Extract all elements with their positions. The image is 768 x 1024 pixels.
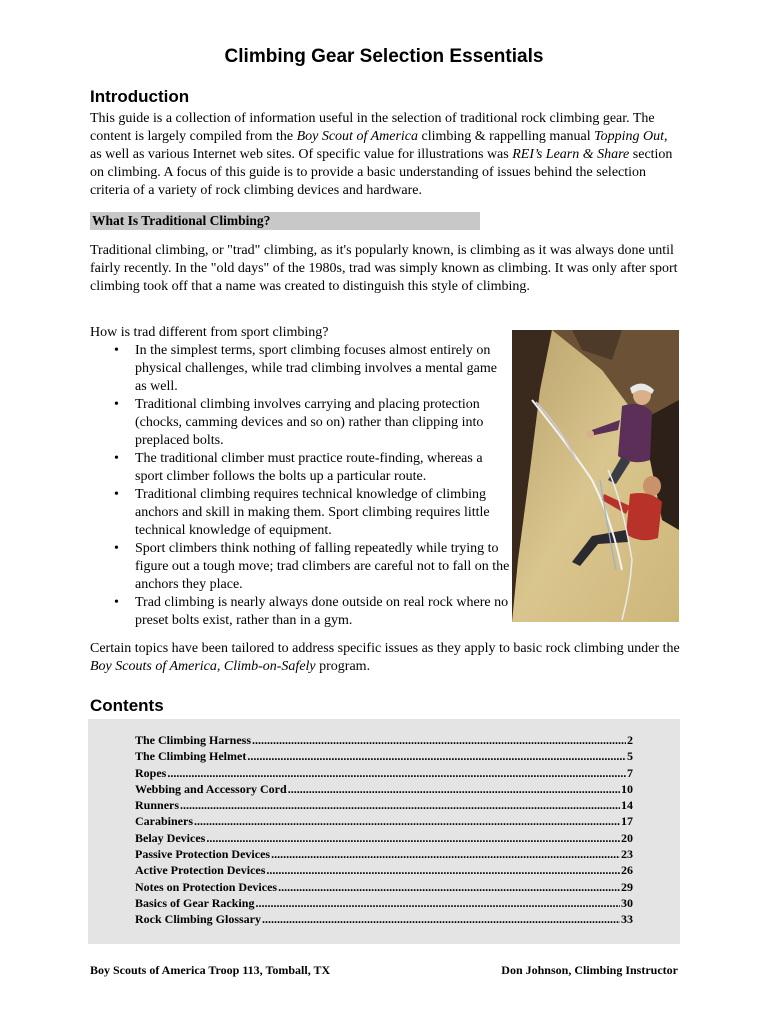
intro-heading: Introduction: [90, 87, 190, 106]
toc-entry-label: Runners: [135, 798, 180, 813]
toc-entry-label: The Climbing Helmet: [135, 749, 247, 764]
toc-entry[interactable]: [135, 846, 633, 862]
table-of-contents: [135, 732, 633, 928]
list-item: • Traditional climbing requires technical knowledge of climbing anchors and skill in making them. Sport climbing requires little technical knowledge of equipment.: [114, 487, 490, 538]
toc-leader-dots: [194, 813, 620, 829]
toc-entry-label: Belay Devices: [135, 830, 206, 845]
toc-leader-dots: [288, 781, 620, 797]
toc-leader-dots: [271, 846, 620, 862]
toc-entry-label: Active Protection Devices: [135, 863, 266, 878]
toc-entry-page: 14: [621, 798, 633, 813]
trad-bullet-list: [90, 342, 510, 630]
list-item: • In the simplest terms, sport climbing focuses almost entirely on physical challenges, while trad climbing involves a mental game as well.: [114, 343, 497, 394]
toc-entry-label: Passive Protection Devices: [135, 847, 271, 862]
toc-leader-dots: [206, 830, 620, 846]
toc-entry-label: Basics of Gear Racking: [135, 895, 255, 910]
toc-leader-dots: [167, 765, 626, 781]
toc-entry-page: 2: [627, 733, 633, 747]
toc-entry[interactable]: [135, 765, 633, 781]
toc-entry-label: Carabiners: [135, 814, 193, 829]
toc-leader-dots: [262, 911, 620, 927]
toc-entry[interactable]: [135, 895, 633, 911]
toc-entry-page: 23: [621, 847, 633, 862]
footer-right: Don Johnson, Climbing Instructor: [501, 963, 678, 977]
footer-left: Boy Scouts of America Troop 113, Tomball, TX: [90, 963, 331, 977]
toc-entry-page: 30: [621, 895, 633, 910]
toc-leader-dots: [247, 748, 626, 764]
intro-paragraph: This guide is a collection of information useful in the selection of traditional rock climbing gear. The content is largely compiled from the Boy Scout of America climbing & rappelling manual Topping Out, as well as various Internet web sites. Of specific value for illustrations was REI’s Learn & Share section on climbing. A focus of this guide is to provide a basic understanding of issues behind the selection criteria of a variety of rock climbing devices and hardware.: [90, 111, 673, 198]
trad-question: How is trad different from sport climbing?: [90, 325, 329, 340]
toc-entry[interactable]: [135, 813, 633, 829]
toc-leader-dots: [180, 797, 620, 813]
toc-entry[interactable]: [135, 879, 633, 895]
toc-entry[interactable]: [135, 732, 633, 748]
list-item: • Trad climbing is nearly always done outside on real rock where no preset bolts exist, rather than in a gym.: [114, 595, 509, 628]
toc-leader-dots: [255, 895, 620, 911]
toc-entry[interactable]: [135, 781, 633, 797]
toc-entry-page: 17: [621, 814, 633, 829]
toc-entry[interactable]: [135, 862, 633, 878]
toc-entry-page: 7: [627, 765, 633, 780]
toc-entry-page: 10: [621, 781, 633, 796]
toc-entry[interactable]: [135, 830, 633, 846]
page-title: Climbing Gear Selection Essentials: [224, 46, 544, 67]
toc-entry-page: 33: [621, 912, 633, 927]
toc-entry-label: The Climbing Harness: [135, 733, 252, 747]
toc-leader-dots: [266, 862, 620, 878]
climbers-photo: [512, 330, 679, 622]
toc-entry-label: Ropes: [135, 765, 167, 780]
toc-entry-page: 29: [621, 879, 633, 894]
toc-leader-dots: [252, 732, 626, 748]
toc-leader-dots: [278, 879, 620, 895]
toc-entry-label: Rock Climbing Glossary: [135, 912, 262, 927]
toc-entry-label: Notes on Protection Devices: [135, 879, 278, 894]
contents-heading: Contents: [90, 696, 164, 715]
toc-entry[interactable]: [135, 748, 633, 764]
toc-entry-label: Webbing and Accessory Cord: [135, 781, 287, 796]
toc-entry-page: 20: [621, 830, 633, 845]
closing-paragraph: Certain topics have been tailored to address specific issues as they apply to basic rock climbing under the Boy Scouts of America, Climb-on-Safely program.: [90, 641, 680, 674]
list-item: • Sport climbers think nothing of falling repeatedly while trying to figure out a tough move; trad climbers are careful not to fall on the anchors they place.: [114, 541, 510, 592]
toc-entry[interactable]: [135, 911, 633, 927]
toc-entry[interactable]: [135, 797, 633, 813]
list-item: • Traditional climbing involves carrying and placing protection (chocks, camming devices and so on) rather than clipping into preplaced bolts.: [114, 397, 484, 448]
list-item: • The traditional climber must practice route-finding, whereas a sport climber follows the bolts up a particular route.: [114, 451, 483, 484]
trad-paragraph: Traditional climbing, or "trad" climbing, as it's popularly known, is climbing as it was always done until fairly recently. In the "old days" of the 1980s, trad was simply known as climbing. It was only after sport climbing took off that a name was created to distinguish this style of climbing.: [90, 243, 678, 294]
toc-entry-page: 5: [627, 749, 633, 764]
toc-entry-page: 26: [621, 863, 633, 878]
section-banner-trad: What Is Traditional Climbing?: [90, 212, 480, 230]
